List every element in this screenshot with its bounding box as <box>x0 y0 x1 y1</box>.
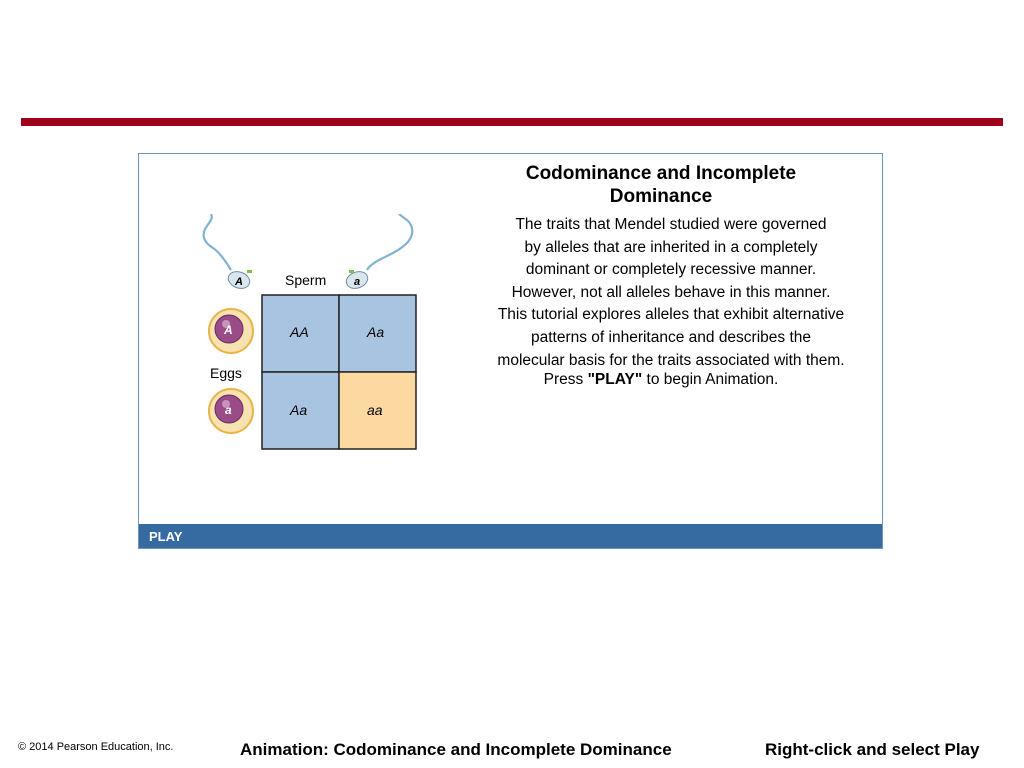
play-label: PLAY <box>149 528 183 544</box>
title-divider <box>21 118 1003 126</box>
sperm-allele-A: A <box>235 276 243 288</box>
punnett-cell-label: aa <box>367 402 383 418</box>
sperm-icon <box>204 214 231 270</box>
egg-icon <box>209 309 253 353</box>
press-prefix: Press <box>543 371 588 388</box>
sperm-label: Sperm <box>285 272 327 288</box>
punnett-cell-label: Aa <box>367 324 385 340</box>
punnett-square-diagram <box>169 214 429 464</box>
description-line: patterns of inheritance and describes the <box>530 328 812 346</box>
press-keyword: "PLAY" <box>587 371 643 388</box>
punnett-cell-label: Aa <box>290 402 308 418</box>
panel-title <box>466 162 856 208</box>
description-line: This tutorial explores alleles that exhibit alternative <box>497 306 845 324</box>
description-line: The traits that Mendel studied were governed <box>515 216 827 233</box>
egg-icon <box>209 389 253 433</box>
description-line: by alleles that are inherited in a completely <box>524 238 818 256</box>
description-line: molecular basis for the traits associated with them. <box>497 351 845 369</box>
play-hint: Right-click and select Play <box>765 740 980 759</box>
animation-caption: Animation: Codominance and Incomplete Dominance <box>240 740 672 759</box>
press-suffix: to begin Animation. <box>642 371 779 388</box>
panel-description <box>461 214 881 372</box>
press-instruction <box>466 371 856 389</box>
egg-allele-a: a <box>225 403 232 417</box>
animation-panel[interactable] <box>138 153 883 549</box>
eggs-label: Eggs <box>210 365 242 381</box>
egg-allele-A: A <box>224 323 233 337</box>
description-line: dominant or completely recessive manner. <box>525 261 817 279</box>
punnett-cell-label: AA <box>290 324 309 340</box>
sperm-icon <box>367 214 412 270</box>
description-line: However, not all alleles behave in this manner. <box>511 283 831 301</box>
panel-title-line: Codominance and Incomplete <box>525 163 797 184</box>
play-button[interactable] <box>139 524 882 548</box>
copyright-notice: © 2014 Pearson Education, Inc. <box>18 741 174 753</box>
sperm-allele-a: a <box>354 276 361 288</box>
panel-title-line: Dominance <box>609 186 713 207</box>
